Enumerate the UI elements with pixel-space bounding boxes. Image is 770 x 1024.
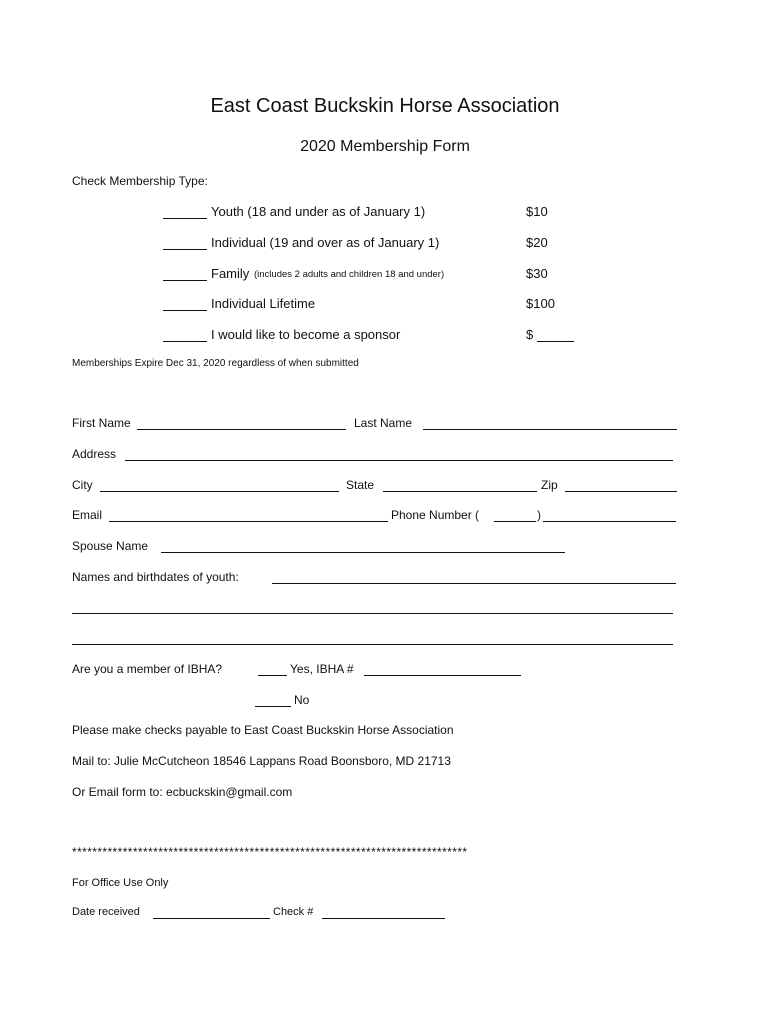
- lifetime-check-blank[interactable]: [163, 297, 207, 311]
- ibha-yes-label: Yes, IBHA #: [290, 662, 354, 676]
- ibha-question: Are you a member of IBHA?: [72, 662, 223, 676]
- option-label: Family: [211, 266, 250, 281]
- option-label: Individual (19 and over as of January 1): [211, 235, 440, 250]
- option-price: $: [526, 327, 534, 342]
- state-field[interactable]: [383, 491, 537, 492]
- option-label: I would like to become a sponsor: [211, 327, 401, 342]
- last-name-label: Last Name: [354, 416, 413, 430]
- phone-label: Phone Number (: [391, 508, 480, 522]
- expire-note: Memberships Expire Dec 31, 2020 regardless of when submitted: [72, 358, 359, 369]
- date-received-label: Date received: [72, 906, 140, 918]
- mail-to-text: Mail to: Julie McCutcheon 18546 Lappans Road Boonsboro, MD 21713: [72, 754, 451, 768]
- youth-names-line-3[interactable]: [72, 644, 673, 645]
- ibha-no-label: No: [294, 693, 310, 707]
- option-price: $30: [526, 266, 548, 281]
- page-subtitle: 2020 Membership Form: [300, 138, 470, 155]
- membership-heading: Check Membership Type:: [72, 174, 208, 188]
- email-field[interactable]: [109, 521, 388, 522]
- ibha-no-blank[interactable]: [255, 706, 291, 707]
- option-price: $20: [526, 235, 548, 250]
- check-number-field[interactable]: [322, 918, 445, 919]
- address-field[interactable]: [125, 460, 673, 461]
- state-label: State: [346, 478, 375, 492]
- family-check-blank[interactable]: [163, 267, 207, 281]
- address-label: Address: [72, 447, 117, 461]
- youth-names-line-2[interactable]: [72, 613, 673, 614]
- last-name-field[interactable]: [423, 429, 677, 430]
- first-name-label: First Name: [72, 416, 131, 430]
- phone-paren-close: ): [537, 508, 541, 522]
- phone-area-code-field[interactable]: [494, 521, 536, 522]
- youth-names-field[interactable]: [272, 583, 676, 584]
- email-form-text: Or Email form to: ecbuckskin@gmail.com: [72, 785, 293, 799]
- option-price: $100: [526, 296, 555, 311]
- spouse-field[interactable]: [161, 552, 565, 553]
- option-note: (includes 2 adults and children 18 and under): [254, 269, 445, 280]
- sponsor-check-blank[interactable]: [163, 328, 207, 342]
- youth-check-blank[interactable]: [163, 205, 207, 219]
- checks-payable-text: Please make checks payable to East Coast Buckskin Horse Association: [72, 723, 454, 737]
- city-label: City: [72, 478, 93, 492]
- zip-field[interactable]: [565, 491, 677, 492]
- option-price: $10: [526, 204, 548, 219]
- page-title: East Coast Buckskin Horse Association: [210, 95, 560, 117]
- individual-check-blank[interactable]: [163, 236, 207, 250]
- office-divider: ******************************************************************************: [72, 845, 468, 859]
- spouse-label: Spouse Name: [72, 539, 149, 553]
- zip-label: Zip: [541, 478, 558, 492]
- email-label: Email: [72, 508, 103, 522]
- city-field[interactable]: [100, 491, 339, 492]
- option-label: Individual Lifetime: [211, 296, 316, 311]
- ibha-number-field[interactable]: [364, 675, 521, 676]
- option-label: Youth (18 and under as of January 1): [211, 204, 426, 219]
- date-received-field[interactable]: [153, 918, 270, 919]
- phone-number-field[interactable]: [543, 521, 676, 522]
- check-number-label: Check #: [273, 906, 314, 918]
- ibha-yes-blank[interactable]: [258, 675, 287, 676]
- office-use-heading: For Office Use Only: [72, 877, 169, 889]
- youth-names-label: Names and birthdates of youth:: [72, 570, 239, 584]
- first-name-field[interactable]: [137, 429, 346, 430]
- sponsor-amount-blank[interactable]: [537, 328, 574, 342]
